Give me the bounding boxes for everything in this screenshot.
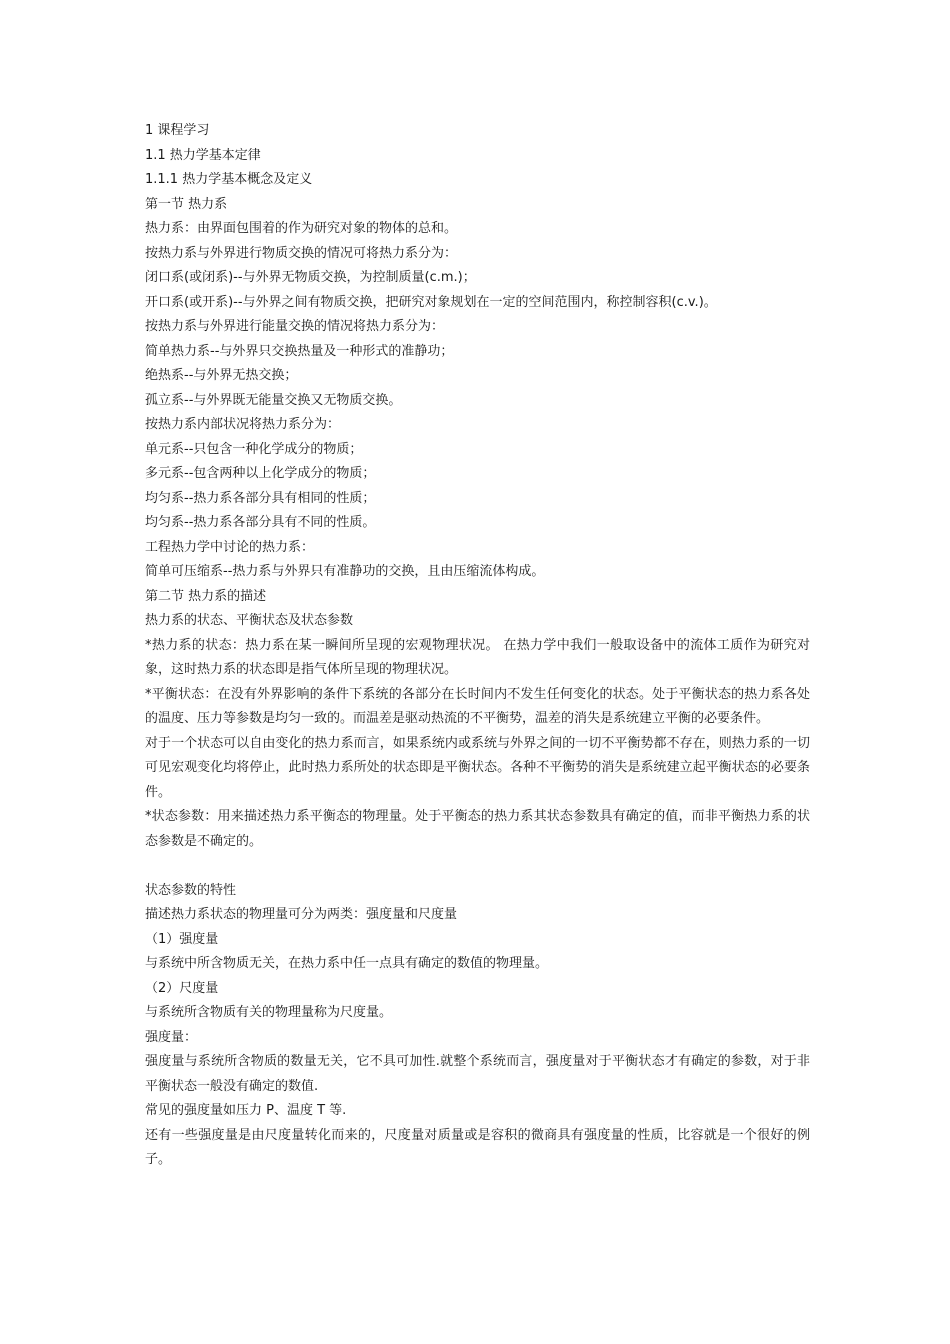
paragraph: 闭口系(或闭系)--与外界无物质交换，为控制质量(c.m.)； xyxy=(145,270,476,285)
section-title-1: 第一节 热力系 xyxy=(145,196,228,212)
paragraph: 与系统所含物质有关的物理量称为尺度量。 xyxy=(145,1005,393,1020)
paragraph: 多元系--包含两种以上化学成分的物质； xyxy=(145,466,376,481)
section-title-2: 第二节 热力系的描述 xyxy=(145,588,267,604)
paragraph: 按热力系与外界进行物质交换的情况可将热力系分为： xyxy=(145,245,458,261)
paragraph: 均匀系--热力系各部分具有相同的性质； xyxy=(145,490,376,506)
paragraph: *状态参数：用来描述热力系平衡态的物理量。处于平衡态的热力系其状态参数具有确定的值，而非平衡热力系的状态参数是不确定的。 xyxy=(145,809,810,849)
list-heading: （1）强度量 xyxy=(145,931,219,947)
paragraph: 常见的强度量如压力 P、温度 T 等. xyxy=(145,1103,347,1118)
paragraph: 按热力系内部状况将热力系分为： xyxy=(145,417,341,432)
paragraph: 孤立系--与外界既无能量交换又无物质交换。 xyxy=(145,392,402,408)
paragraph: 热力系的状态、平衡状态及状态参数 xyxy=(145,613,354,628)
paragraph: *平衡状态：在没有外界影响的条件下系统的各部分在长时间内不发生任何变化的状态。处于平衡状态的热力系各处的温度、压力等参数是均匀一致的。而温差是驱动热流的不平衡势，温差的消失是系统建立平衡的必要条件。 xyxy=(145,686,810,726)
paragraph: 工程热力学中讨论的热力系： xyxy=(145,539,315,555)
list-heading: （2）尺度量 xyxy=(145,980,219,996)
heading-thermo-laws: 1.1 热力学基本定律 xyxy=(145,147,261,163)
blank-line xyxy=(145,854,810,879)
paragraph: 均匀系--热力系各部分具有不同的性质。 xyxy=(145,515,376,530)
paragraph: 对于一个状态可以自由变化的热力系而言，如果系统内或系统与外界之间的一切不平衡势都不存在，则热力系的一切可见宏观变化均将停止，此时热力系所处的状态即是平衡状态。各种不平衡势的消失是系统建立起平衡状态的必要条件。 xyxy=(145,735,810,800)
paragraph: 与系统中所含物质无关，在热力系中任一点具有确定的数值的物理量。 xyxy=(145,956,549,971)
document-page xyxy=(145,119,810,1173)
paragraph: 开口系(或开系)--与外界之间有物质交换，把研究对象规划在一定的空间范围内，称控制容积(c.v.)。 xyxy=(145,294,717,310)
paragraph: 简单可压缩系--热力系与外界只有准静功的交换，且由压缩流体构成。 xyxy=(145,564,545,579)
paragraph: 简单热力系--与外界只交换热量及一种形式的准静功； xyxy=(145,343,454,359)
paragraph: 描述热力系状态的物理量可分为两类：强度量和尺度量 xyxy=(145,907,458,922)
heading-course-study: 1 课程学习 xyxy=(145,123,210,138)
paragraph: 强度量： xyxy=(145,1029,198,1045)
paragraph: 强度量与系统所含物质的数量无关，它不具可加性.就整个系统而言，强度量对于平衡状态才有确定的参数，对于非平衡状态一般没有确定的数值. xyxy=(145,1054,810,1094)
subsection-title: 状态参数的特性 xyxy=(145,882,237,898)
paragraph: 热力系：由界面包围着的作为研究对象的物体的总和。 xyxy=(145,221,458,236)
paragraph: 还有一些强度量是由尺度量转化而来的，尺度量对质量或是容积的微商具有强度量的性质，比容就是一个很好的例子。 xyxy=(145,1127,810,1167)
heading-basic-concepts: 1.1.1 热力学基本概念及定义 xyxy=(145,172,313,187)
paragraph: 单元系--只包含一种化学成分的物质； xyxy=(145,441,363,457)
paragraph: *热力系的状态：热力系在某一瞬间所呈现的宏观物理状况。 在热力学中我们一般取设备中的流体工质作为研究对象，这时热力系的状态即是指气体所呈现的物理状况。 xyxy=(145,637,810,677)
paragraph: 按热力系与外界进行能量交换的情况将热力系分为： xyxy=(145,319,445,334)
paragraph: 绝热系--与外界无热交换； xyxy=(145,368,298,383)
